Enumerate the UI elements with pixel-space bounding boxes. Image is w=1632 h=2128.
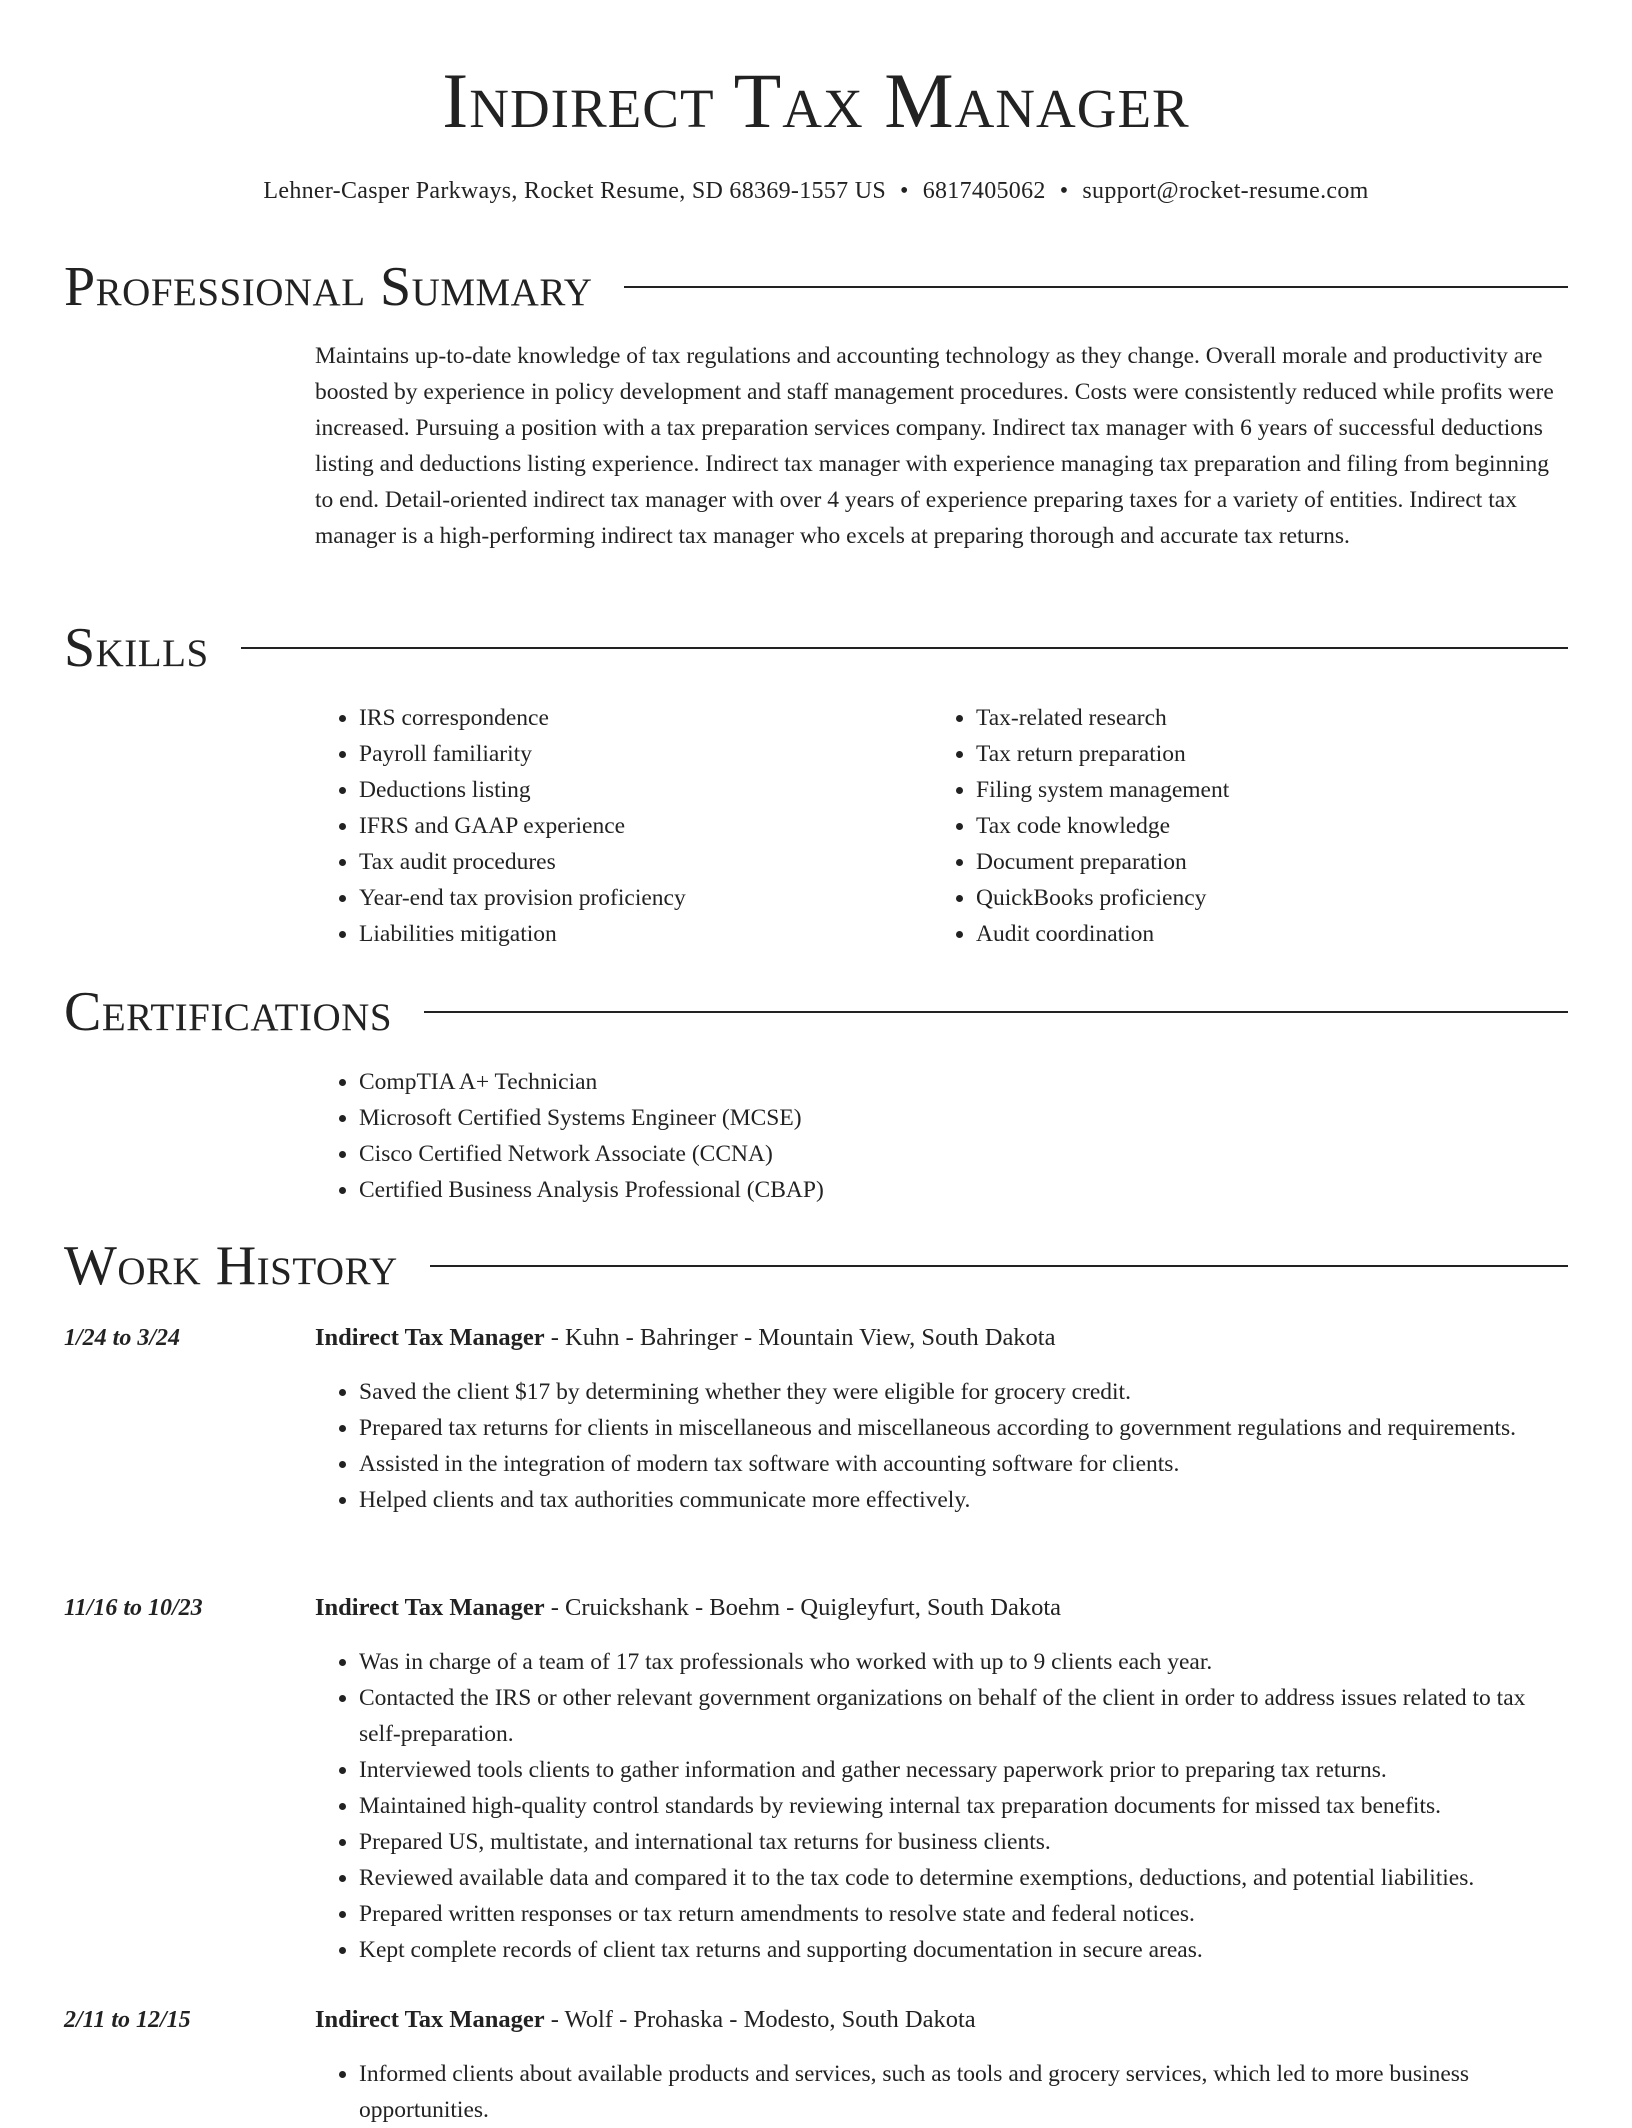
duty-item: • Interviewed tools clients to gather information and gather necessary paperwork prior to preparing tax returns. <box>359 1752 1568 1788</box>
duty-item: • Prepared US, multistate, and international tax returns for business clients. <box>359 1824 1568 1860</box>
skill-item: • QuickBooks proficiency <box>976 880 1568 916</box>
duty-item: • Was in charge of a team of 17 tax professionals who worked with up to 9 clients each year. <box>359 1644 1568 1680</box>
skill-item: • Tax code knowledge <box>976 808 1568 844</box>
contact-email: support@rocket-resume.com <box>1082 178 1369 204</box>
job-title: Indirect Tax Manager <box>315 2006 545 2033</box>
certification-item: • CompTIA A+ Technician <box>359 1064 1567 1100</box>
work-history-section-header <box>64 1235 1568 1297</box>
skill-item: • Payroll familiarity <box>359 736 915 772</box>
summary-heading: Professional Summary <box>64 256 593 318</box>
job-employer-location: - Cruickshank - Boehm - Quigleyfurt, South Dakota <box>544 1594 1062 1621</box>
certifications-heading: Certifications <box>64 981 393 1043</box>
certifications-section-header <box>64 981 1568 1043</box>
skills-column-right <box>932 700 1568 952</box>
job-dates: 1/24 to 3/24 <box>64 1325 181 1351</box>
duties-list <box>315 1374 1568 1518</box>
job-duties <box>315 1374 1568 1518</box>
skill-item: • Year-end tax provision proficiency <box>359 880 915 916</box>
skill-item: • Audit coordination <box>976 916 1568 952</box>
duty-item: • Kept complete records of client tax returns and supporting documentation in secure areas. <box>359 1932 1568 1968</box>
job-duties <box>315 2056 1568 2128</box>
skill-item: • Tax return preparation <box>976 736 1568 772</box>
skills-list-right <box>932 700 1568 952</box>
skills-list-left <box>315 700 915 952</box>
section-divider <box>424 1011 1568 1013</box>
work-history-heading: Work History <box>64 1235 398 1297</box>
duty-item: • Assisted in the integration of modern tax software with accounting software for clients. <box>359 1446 1568 1482</box>
contact-separator: • <box>900 178 909 204</box>
section-divider <box>624 286 1568 288</box>
skill-item: • Tax audit procedures <box>359 844 915 880</box>
certification-item: • Cisco Certified Network Associate (CCNA) <box>359 1136 1567 1172</box>
skills-section-header <box>64 617 1568 679</box>
resume-title: Indirect Tax Manager <box>442 57 1190 144</box>
job-header <box>315 1590 1568 1626</box>
duty-item: • Prepared tax returns for clients in miscellaneous and miscellaneous according to government regulations and requirements. <box>359 1410 1568 1446</box>
job-title: Indirect Tax Manager <box>315 1324 545 1351</box>
skill-item: • Document preparation <box>976 844 1568 880</box>
contact-phone: 6817405062 <box>922 178 1046 204</box>
certifications-block <box>315 1064 1567 1208</box>
skill-item: • IRS correspondence <box>359 700 915 736</box>
duties-list <box>315 2056 1568 2128</box>
contact-separator: • <box>1059 178 1069 204</box>
summary-text: Maintains up-to-date knowledge of tax regulations and accounting technology as they change. Overall morale and productivity are boosted by experience in policy development and staff management procedures. Costs were consistently reduced while profits were increased. Pursuing a position with a tax preparation services company. Indirect tax manager with 6 years of successful deductions listing and deductions listing experience. Indirect tax manager with experience managing tax preparation and filing from beginning to end. Detail-oriented indirect tax manager with over 4 years of experience preparing taxes for a variety of entities. Indirect tax manager is a high-performing indirect tax manager who excels at preparing thorough and accurate tax returns. <box>315 343 1554 549</box>
duty-item: • Maintained high-quality control standards by reviewing internal tax preparation documents for missed tax benefits. <box>359 1788 1568 1824</box>
skills-heading: Skills <box>64 617 209 679</box>
duty-item: • Saved the client $17 by determining whether they were eligible for grocery credit. <box>359 1374 1568 1410</box>
duty-item: • Informed clients about available products and services, such as tools and grocery services, which led to more business opportunities. <box>359 2056 1568 2128</box>
skill-item: • Liabilities mitigation <box>359 916 915 952</box>
duty-item: • Reviewed available data and compared it to the tax code to determine exemptions, deductions, and potential liabilities. <box>359 1860 1568 1896</box>
skill-item: • Deductions listing <box>359 772 915 808</box>
skill-item: • IFRS and GAAP experience <box>359 808 915 844</box>
certification-item: • Certified Business Analysis Professional (CBAP) <box>359 1172 1567 1208</box>
certification-item: • Microsoft Certified Systems Engineer (MCSE) <box>359 1100 1567 1136</box>
job-duties <box>315 1644 1568 1968</box>
contact-address: Lehner-Casper Parkways, Rocket Resume, SD 68369-1557 US <box>263 178 886 204</box>
job-header <box>315 1320 1568 1356</box>
job-employer-location: - Kuhn - Bahringer - Mountain View, South Dakota <box>544 1324 1056 1351</box>
duty-item: • Contacted the IRS or other relevant government organizations on behalf of the client in order to address issues related to tax self-preparation. <box>359 1680 1568 1752</box>
skill-item: • Tax-related research <box>976 700 1568 736</box>
job-title: Indirect Tax Manager <box>315 1594 545 1621</box>
skills-column-left <box>315 700 915 952</box>
job-employer-location: - Wolf - Prohaska - Modesto, South Dakota <box>544 2006 976 2033</box>
job-dates: 2/11 to 12/15 <box>64 2007 191 2033</box>
contact-line <box>0 174 1632 208</box>
summary-section-header <box>64 256 1568 318</box>
job-dates: 11/16 to 10/23 <box>64 1595 203 1621</box>
skill-item: • Filing system management <box>976 772 1568 808</box>
section-divider <box>241 647 1568 649</box>
job-header <box>315 2002 1568 2038</box>
duties-list <box>315 1644 1568 1968</box>
duty-item: • Helped clients and tax authorities communicate more effectively. <box>359 1482 1568 1518</box>
certifications-list <box>315 1064 1567 1208</box>
duty-item: • Prepared written responses or tax return amendments to resolve state and federal notices. <box>359 1896 1568 1932</box>
section-divider <box>430 1265 1568 1267</box>
